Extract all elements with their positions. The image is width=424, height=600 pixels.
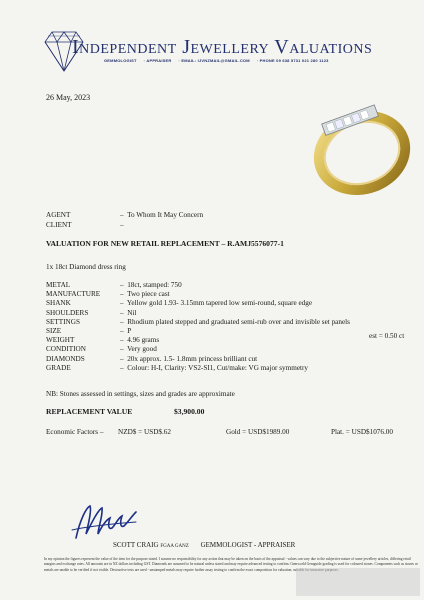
nzd-rate: NZD$ = USD$.62 bbox=[118, 428, 171, 436]
spec-value bbox=[120, 336, 159, 345]
spec-value bbox=[120, 281, 182, 290]
spec-value-text: 4.96 grams bbox=[127, 336, 160, 345]
separator: – bbox=[120, 211, 124, 219]
spec-label: DIAMONDS bbox=[46, 354, 85, 363]
separator: – bbox=[120, 336, 124, 345]
spec-label: GRADE bbox=[46, 363, 71, 372]
spec-value bbox=[120, 327, 131, 336]
spec-label: CONDITION bbox=[46, 345, 86, 354]
spec-value bbox=[120, 318, 350, 327]
separator: – bbox=[120, 317, 124, 326]
spec-label: SHANK bbox=[46, 299, 71, 308]
spec-value bbox=[120, 355, 257, 364]
brand-name: Independent Jewellery Valuations bbox=[72, 36, 373, 58]
separator: – bbox=[120, 281, 124, 289]
appraiser-credentials: FGAA GANZ bbox=[160, 544, 189, 549]
spec-label: MANUFACTURE bbox=[46, 290, 101, 299]
spec-value bbox=[120, 299, 312, 308]
spec-label: METAL bbox=[46, 281, 71, 289]
appraiser-name: SCOTT CRAIG bbox=[113, 541, 159, 549]
appraiser-role: GEMMOLOGIST - APPRAISER bbox=[200, 541, 296, 549]
ring-image bbox=[312, 98, 412, 198]
item-description: 1x 18ct Diamond dress ring bbox=[46, 263, 126, 271]
document-date: 26 May, 2023 bbox=[46, 93, 91, 102]
spec-value bbox=[120, 309, 136, 318]
spec-value-text: 18ct, stamped: 750 bbox=[127, 281, 182, 289]
separator: – bbox=[120, 308, 124, 317]
spec-value bbox=[120, 364, 308, 373]
signature-image bbox=[70, 500, 140, 542]
agent-label: AGENT bbox=[46, 211, 71, 219]
replacement-value-label: REPLACEMENT VALUE bbox=[46, 407, 133, 416]
replacement-value-amount: $3,900.00 bbox=[174, 407, 205, 416]
contact-email: EMAIL: IJVNZMAIL@GMAIL.COM bbox=[181, 58, 250, 63]
spec-value-text: Yellow gold 1.93- 3.15mm tapered low semi-round, square edge bbox=[126, 299, 313, 308]
spec-label: WEIGHT bbox=[46, 336, 75, 345]
spec-value bbox=[120, 345, 157, 354]
contact-gemmologist: GEMMOLOGIST bbox=[104, 58, 137, 63]
separator: – bbox=[120, 354, 124, 363]
spec-label: SHOULDERS bbox=[46, 308, 89, 317]
client-label: CLIENT bbox=[46, 221, 72, 229]
disclaimer-text: In my opinion the figures represent the value of the item for the purpose stated. I assume no responsibility for any action that may be taken on the basis of the appraisal - values can vary due to the subjective nature of some jewellery articles, differing retail margins and exchange rates. All amounts are in NZ dollars including GST. Diamonds are assumed to be natural unless stated and may require advanced testing to confirm. Gemworld Gemguide grading is used for coloured stones. Components such as stones or metals are unable to be verified if not visible. Destructive tests are used - unstamped metals may require further assay testing to confirm the exact composition for valuation, suitable for insurance purposes. bbox=[44, 557, 418, 572]
separator: – bbox=[120, 299, 124, 308]
contact-phone: PHONE 09 638 5731 021 280 1123 bbox=[259, 58, 329, 63]
appraiser-line bbox=[113, 541, 295, 549]
agent-value bbox=[120, 211, 203, 220]
client-value bbox=[120, 221, 125, 230]
spec-label: SETTINGS bbox=[46, 317, 80, 326]
separator: – bbox=[120, 290, 124, 299]
spec-value-text: P bbox=[127, 327, 132, 335]
gold-price: Gold = USD$1989.00 bbox=[226, 428, 290, 436]
spec-value-text: 20x approx. 1.5- 1.8mm princess brilliant cut bbox=[127, 354, 258, 363]
platinum-price: Plat. = USD$1076.00 bbox=[331, 428, 393, 436]
spec-value-text: Very good bbox=[127, 345, 157, 354]
spec-value-text: Rhodium plated stepped and graduated semi-rub over and invisible set panels bbox=[127, 317, 350, 326]
stamp-overlay bbox=[296, 568, 420, 596]
spec-label: SIZE bbox=[46, 327, 62, 335]
contact-line: GEMMOLOGIST · APPRAISER · EMAIL: IJVNZMAIL@GMAIL.COM · PHONE 09 638 5731 021 280 1123 bbox=[104, 58, 329, 63]
spec-value-text: Colour: H-I, Clarity: VS2-SI1, Cut/make: VG major symmetry bbox=[127, 363, 308, 372]
nb-note: NB: Stones assessed in settings, sizes and grades are approximate bbox=[46, 390, 235, 398]
separator: – bbox=[120, 345, 124, 354]
separator: – bbox=[120, 221, 124, 229]
spec-value-text: Nil bbox=[127, 308, 137, 317]
spec-value bbox=[120, 290, 170, 299]
economic-factors-label: Economic Factors – bbox=[46, 428, 104, 436]
contact-appraiser: APPRAISER bbox=[146, 58, 172, 63]
agent-value-text: To Whom It May Concern bbox=[127, 211, 204, 219]
spec-value-text: Two piece cast bbox=[127, 290, 170, 299]
valuation-title: VALUATION FOR NEW RETAIL REPLACEMENT – R.AMJ5576077-1 bbox=[46, 239, 284, 248]
separator: – bbox=[120, 327, 124, 335]
diamond-estimate: est = 0.50 ct bbox=[369, 332, 405, 340]
separator: – bbox=[120, 363, 124, 372]
